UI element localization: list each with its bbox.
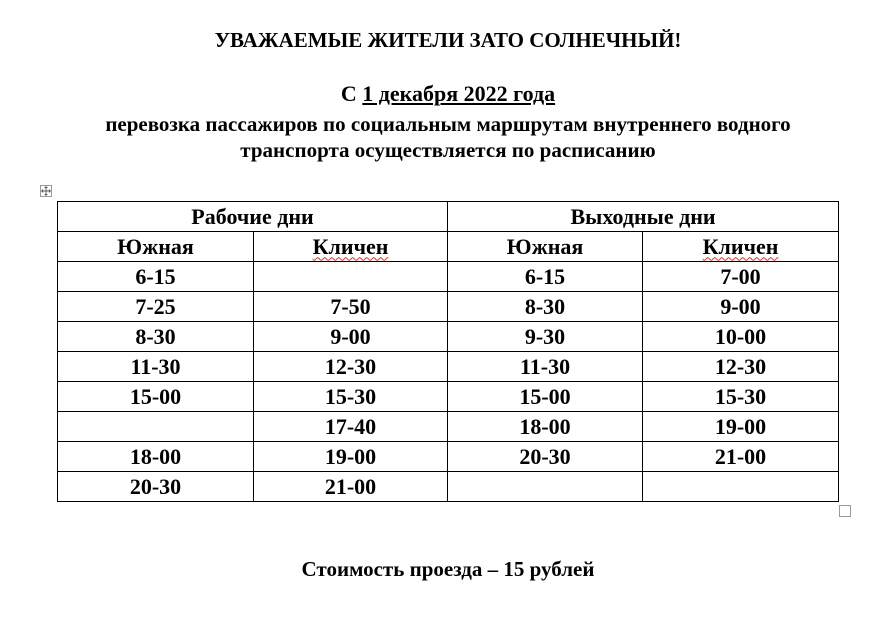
time-cell-klichen-weekdays: 21-00: [254, 472, 448, 502]
time-cell-yuzhnaya-weekends: 18-00: [448, 412, 643, 442]
time-cell-klichen-weekends: 21-00: [643, 442, 839, 472]
table-row: [58, 382, 839, 412]
time-cell-yuzhnaya-weekdays: [58, 412, 254, 442]
time-cell-klichen-weekends: 19-00: [643, 412, 839, 442]
subtitle-line-1: перевозка пассажиров по социальным маршрутам внутреннего водного: [105, 112, 791, 136]
time-cell-yuzhnaya-weekends: [448, 472, 643, 502]
time-cell-klichen-weekdays: 19-00: [254, 442, 448, 472]
column-header-yuzhnaya-weekdays: Южная: [58, 232, 254, 262]
column-header-klichen-weekends: [643, 232, 839, 262]
time-cell-klichen-weekends: 15-30: [643, 382, 839, 412]
schedule-table: [57, 201, 839, 502]
table-row: [58, 292, 839, 322]
table-resize-handle-icon[interactable]: [839, 505, 851, 517]
time-cell-yuzhnaya-weekends: 6-15: [448, 262, 643, 292]
time-cell-klichen-weekdays: [254, 262, 448, 292]
time-cell-yuzhnaya-weekends: 20-30: [448, 442, 643, 472]
time-cell-yuzhnaya-weekends: 8-30: [448, 292, 643, 322]
table-move-handle-icon[interactable]: [40, 185, 52, 197]
time-cell-yuzhnaya-weekdays: 8-30: [58, 322, 254, 352]
time-cell-yuzhnaya-weekdays: 11-30: [58, 352, 254, 382]
time-cell-klichen-weekdays: 17-40: [254, 412, 448, 442]
time-cell-klichen-weekends: 7-00: [643, 262, 839, 292]
table-row: [58, 442, 839, 472]
start-date: 1 декабря 2022 года: [362, 81, 556, 106]
group-header-weekdays: Рабочие дни: [58, 202, 448, 232]
time-cell-klichen-weekdays: 15-30: [254, 382, 448, 412]
time-cell-klichen-weekends: 10-00: [643, 322, 839, 352]
time-cell-yuzhnaya-weekdays: 7-25: [58, 292, 254, 322]
table-row: [58, 412, 839, 442]
time-cell-klichen-weekdays: 9-00: [254, 322, 448, 352]
start-date-line: [0, 82, 896, 106]
column-header-label: Кличен: [702, 233, 779, 259]
column-header-klichen-weekdays: [254, 232, 448, 262]
time-cell-yuzhnaya-weekdays: 18-00: [58, 442, 254, 472]
time-cell-klichen-weekdays: 12-30: [254, 352, 448, 382]
table-row: [58, 262, 839, 292]
time-cell-yuzhnaya-weekdays: 20-30: [58, 472, 254, 502]
time-cell-yuzhnaya-weekends: 9-30: [448, 322, 643, 352]
time-cell-yuzhnaya-weekdays: 15-00: [58, 382, 254, 412]
time-cell-klichen-weekends: [643, 472, 839, 502]
table-row: [58, 322, 839, 352]
column-header-row: [58, 232, 839, 262]
time-cell-yuzhnaya-weekends: 11-30: [448, 352, 643, 382]
table-row: [58, 472, 839, 502]
date-prefix: С: [340, 81, 363, 106]
column-header-label: Кличен: [312, 233, 389, 259]
time-cell-klichen-weekends: 9-00: [643, 292, 839, 322]
fare-note: Стоимость проезда – 15 рублей: [301, 557, 595, 581]
notice-title: УВАЖАЕМЫЕ ЖИТЕЛИ ЗАТО СОЛНЕЧНЫЙ!: [214, 28, 682, 52]
group-header-row: [58, 202, 839, 232]
time-cell-yuzhnaya-weekdays: 6-15: [58, 262, 254, 292]
table-row: [58, 352, 839, 382]
group-header-weekends: Выходные дни: [448, 202, 839, 232]
time-cell-klichen-weekends: 12-30: [643, 352, 839, 382]
time-cell-klichen-weekdays: 7-50: [254, 292, 448, 322]
subtitle-line-2: транспорта осуществляется по расписанию: [240, 138, 656, 162]
time-cell-yuzhnaya-weekends: 15-00: [448, 382, 643, 412]
column-header-yuzhnaya-weekends: Южная: [448, 232, 643, 262]
